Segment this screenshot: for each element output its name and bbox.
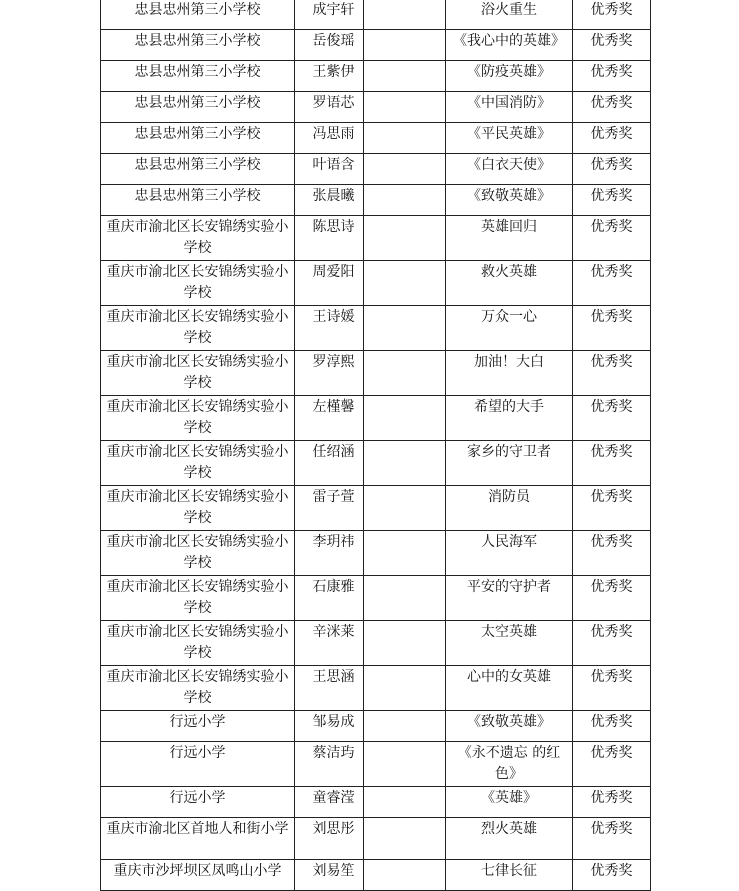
school-cell: 行远小学 (101, 742, 295, 787)
student-name-cell: 辛洣莱 (295, 621, 364, 666)
award-cell: 优秀奖 (573, 818, 651, 860)
work-title-cell: 平安的守护者 (446, 576, 573, 621)
empty-cell (364, 0, 446, 30)
empty-cell (364, 711, 446, 742)
award-cell: 优秀奖 (573, 30, 651, 61)
work-title-cell: 《永不遗忘 的红色》 (446, 742, 573, 787)
work-title-cell: 《中国消防》 (446, 92, 573, 123)
award-cell: 优秀奖 (573, 0, 651, 30)
award-cell: 优秀奖 (573, 306, 651, 351)
student-name-cell: 邹易成 (295, 711, 364, 742)
table-row (101, 860, 651, 891)
table-row (101, 576, 651, 621)
empty-cell (364, 486, 446, 531)
award-cell: 优秀奖 (573, 216, 651, 261)
award-cell: 优秀奖 (573, 396, 651, 441)
table-row (101, 818, 651, 860)
student-name-cell: 王诗媛 (295, 306, 364, 351)
award-table-body (101, 0, 651, 891)
table-row (101, 185, 651, 216)
school-cell: 重庆市渝北区长安锦绣实验小学校 (101, 486, 295, 531)
table-row (101, 531, 651, 576)
school-cell: 忠县忠州第三小学校 (101, 30, 295, 61)
work-title-cell: 万众一心 (446, 306, 573, 351)
table-row (101, 30, 651, 61)
work-title-cell: 《致敬英雄》 (446, 185, 573, 216)
work-title-cell: 英雄回归 (446, 216, 573, 261)
empty-cell (364, 742, 446, 787)
award-cell: 优秀奖 (573, 185, 651, 216)
school-cell: 重庆市渝北区长安锦绣实验小学校 (101, 666, 295, 711)
empty-cell (364, 621, 446, 666)
school-cell: 重庆市渝北区长安锦绣实验小学校 (101, 351, 295, 396)
empty-cell (364, 787, 446, 818)
award-cell: 优秀奖 (573, 742, 651, 787)
award-cell: 优秀奖 (573, 351, 651, 396)
table-row (101, 742, 651, 787)
school-cell: 忠县忠州第三小学校 (101, 185, 295, 216)
work-title-cell: 《英雄》 (446, 787, 573, 818)
school-cell: 行远小学 (101, 711, 295, 742)
table-row (101, 154, 651, 185)
empty-cell (364, 860, 446, 891)
work-title-cell: 加油！大白 (446, 351, 573, 396)
empty-cell (364, 351, 446, 396)
award-cell: 优秀奖 (573, 123, 651, 154)
work-title-cell: 烈火英雄 (446, 818, 573, 860)
award-cell: 优秀奖 (573, 711, 651, 742)
award-table (100, 0, 651, 891)
school-cell: 忠县忠州第三小学校 (101, 0, 295, 30)
school-cell: 重庆市渝北区长安锦绣实验小学校 (101, 306, 295, 351)
award-cell: 优秀奖 (573, 531, 651, 576)
work-title-cell: 浴火重生 (446, 0, 573, 30)
table-row (101, 441, 651, 486)
table-row (101, 621, 651, 666)
empty-cell (364, 818, 446, 860)
student-name-cell: 王紫伊 (295, 61, 364, 92)
student-name-cell: 李玥祎 (295, 531, 364, 576)
work-title-cell: 消防员 (446, 486, 573, 531)
work-title-cell: 《白衣天使》 (446, 154, 573, 185)
student-name-cell: 蔡洁玙 (295, 742, 364, 787)
award-cell: 优秀奖 (573, 261, 651, 306)
empty-cell (364, 666, 446, 711)
empty-cell (364, 216, 446, 261)
work-title-cell: 希望的大手 (446, 396, 573, 441)
student-name-cell: 左槿馨 (295, 396, 364, 441)
student-name-cell: 岳俊瑶 (295, 30, 364, 61)
empty-cell (364, 30, 446, 61)
student-name-cell: 罗淳熙 (295, 351, 364, 396)
table-row (101, 92, 651, 123)
school-cell: 重庆市渝北区长安锦绣实验小学校 (101, 576, 295, 621)
award-cell: 优秀奖 (573, 666, 651, 711)
award-cell: 优秀奖 (573, 92, 651, 123)
table-row (101, 666, 651, 711)
student-name-cell: 叶语含 (295, 154, 364, 185)
student-name-cell: 王思涵 (295, 666, 364, 711)
student-name-cell: 雷子萱 (295, 486, 364, 531)
table-row (101, 123, 651, 154)
table-row (101, 61, 651, 92)
empty-cell (364, 123, 446, 154)
school-cell: 重庆市渝北区长安锦绣实验小学校 (101, 531, 295, 576)
work-title-cell: 太空英雄 (446, 621, 573, 666)
work-title-cell: 救火英雄 (446, 261, 573, 306)
work-title-cell: 人民海军 (446, 531, 573, 576)
school-cell: 重庆市渝北区首地人和街小学 (101, 818, 295, 860)
student-name-cell: 周爱阳 (295, 261, 364, 306)
work-title-cell: 心中的女英雄 (446, 666, 573, 711)
student-name-cell: 罗语芯 (295, 92, 364, 123)
award-cell: 优秀奖 (573, 576, 651, 621)
school-cell: 忠县忠州第三小学校 (101, 154, 295, 185)
student-name-cell: 成宇轩 (295, 0, 364, 30)
school-cell: 重庆市渝北区长安锦绣实验小学校 (101, 216, 295, 261)
empty-cell (364, 185, 446, 216)
award-cell: 优秀奖 (573, 486, 651, 531)
school-cell: 行远小学 (101, 787, 295, 818)
school-cell: 忠县忠州第三小学校 (101, 92, 295, 123)
school-cell: 重庆市渝北区长安锦绣实验小学校 (101, 441, 295, 486)
student-name-cell: 刘思彤 (295, 818, 364, 860)
empty-cell (364, 531, 446, 576)
table-row (101, 0, 651, 30)
work-title-cell: 家乡的守卫者 (446, 441, 573, 486)
table-row (101, 486, 651, 531)
work-title-cell: 七律长征 (446, 860, 573, 891)
student-name-cell: 刘易笙 (295, 860, 364, 891)
table-row (101, 216, 651, 261)
empty-cell (364, 396, 446, 441)
student-name-cell: 任绍涵 (295, 441, 364, 486)
school-cell: 重庆市渝北区长安锦绣实验小学校 (101, 396, 295, 441)
student-name-cell: 石康雅 (295, 576, 364, 621)
empty-cell (364, 61, 446, 92)
table-row (101, 261, 651, 306)
student-name-cell: 冯思雨 (295, 123, 364, 154)
empty-cell (364, 576, 446, 621)
work-title-cell: 《我心中的英雄》 (446, 30, 573, 61)
empty-cell (364, 441, 446, 486)
empty-cell (364, 154, 446, 185)
student-name-cell: 陈思诗 (295, 216, 364, 261)
award-table-sheet (100, 0, 650, 891)
table-row (101, 711, 651, 742)
award-cell: 优秀奖 (573, 154, 651, 185)
award-cell: 优秀奖 (573, 621, 651, 666)
school-cell: 忠县忠州第三小学校 (101, 123, 295, 154)
school-cell: 忠县忠州第三小学校 (101, 61, 295, 92)
table-row (101, 351, 651, 396)
award-cell: 优秀奖 (573, 860, 651, 891)
table-row (101, 396, 651, 441)
table-row (101, 787, 651, 818)
award-cell: 优秀奖 (573, 441, 651, 486)
work-title-cell: 《致敬英雄》 (446, 711, 573, 742)
school-cell: 重庆市渝北区长安锦绣实验小学校 (101, 621, 295, 666)
school-cell: 重庆市渝北区长安锦绣实验小学校 (101, 261, 295, 306)
empty-cell (364, 92, 446, 123)
award-cell: 优秀奖 (573, 61, 651, 92)
student-name-cell: 童睿滢 (295, 787, 364, 818)
table-row (101, 306, 651, 351)
student-name-cell: 张晨曦 (295, 185, 364, 216)
empty-cell (364, 306, 446, 351)
school-cell: 重庆市沙坪坝区凤鸣山小学 (101, 860, 295, 891)
award-cell: 优秀奖 (573, 787, 651, 818)
work-title-cell: 《防疫英雄》 (446, 61, 573, 92)
empty-cell (364, 261, 446, 306)
work-title-cell: 《平民英雄》 (446, 123, 573, 154)
